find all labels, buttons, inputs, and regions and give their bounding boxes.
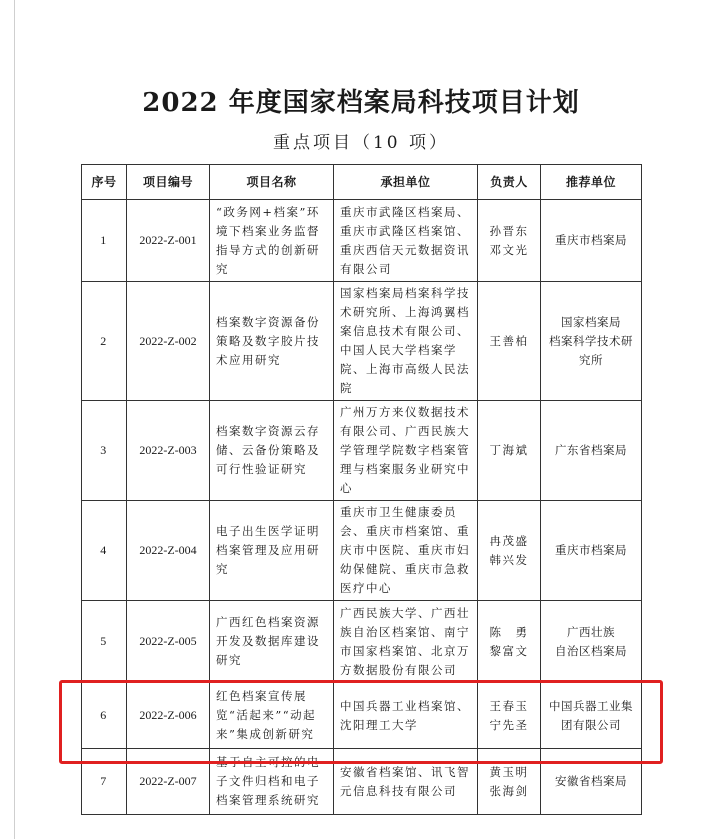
cell-no: 2 — [82, 282, 127, 401]
table-row — [82, 601, 642, 683]
cell-no: 3 — [82, 401, 127, 501]
table-row — [82, 749, 642, 815]
cell-units: 广州万方来仪数据技术有限公司、广西民族大学管理学院数字档案管理与档案服务业研究中心 — [334, 401, 478, 501]
header-leader: 负责人 — [478, 165, 541, 200]
cell-units: 安徽省档案馆、讯飞智元信息科技有限公司 — [334, 749, 478, 815]
scan-edge-line — [14, 0, 15, 839]
cell-leader: 黄玉明 张海剑 — [478, 749, 541, 815]
cell-units: 中国兵器工业档案馆、沈阳理工大学 — [334, 683, 478, 749]
cell-code: 2022-Z-003 — [127, 401, 210, 501]
cell-name: 基于自主可控的电子文件归档和电子档案管理系统研究 — [210, 749, 334, 815]
cell-no: 7 — [82, 749, 127, 815]
cell-recommender: 安徽省档案局 — [541, 749, 642, 815]
header-no: 序号 — [82, 165, 127, 200]
table-row — [82, 200, 642, 282]
cell-recommender: 重庆市档案局 — [541, 200, 642, 282]
cell-recommender: 重庆市档案局 — [541, 501, 642, 601]
table-row — [82, 501, 642, 601]
cell-code: 2022-Z-006 — [127, 683, 210, 749]
header-name: 项目名称 — [210, 165, 334, 200]
document-title: 2022 年度国家档案局科技项目计划 — [142, 88, 580, 118]
cell-code: 2022-Z-005 — [127, 601, 210, 683]
cell-no: 6 — [82, 683, 127, 749]
cell-leader: 陈 勇 黎富文 — [478, 601, 541, 683]
cell-code: 2022-Z-002 — [127, 282, 210, 401]
cell-name: 广西红色档案资源开发及数据库建设研究 — [210, 601, 334, 683]
cell-name: “政务网+档案”环境下档案业务监督指导方式的创新研究 — [210, 200, 334, 282]
cell-recommender: 广西壮族 自治区档案局 — [541, 601, 642, 683]
table-row — [82, 282, 642, 401]
header-code: 项目编号 — [127, 165, 210, 200]
cell-code: 2022-Z-004 — [127, 501, 210, 601]
table-row — [82, 683, 642, 749]
cell-leader: 丁海斌 — [478, 401, 541, 501]
cell-no: 4 — [82, 501, 127, 601]
cell-code: 2022-Z-007 — [127, 749, 210, 815]
cell-units: 重庆市武隆区档案局、重庆市武隆区档案馆、重庆西信天元数据资讯有限公司 — [334, 200, 478, 282]
cell-recommender: 中国兵器工业集团有限公司 — [541, 683, 642, 749]
header-units: 承担单位 — [334, 165, 478, 200]
cell-leader: 冉茂盛 韩兴发 — [478, 501, 541, 601]
header-recommender: 推荐单位 — [541, 165, 642, 200]
cell-name: 红色档案宣传展览“活起来”“动起来”集成创新研究 — [210, 683, 334, 749]
cell-units: 广西民族大学、广西壮族自治区档案馆、南宁市国家档案馆、北京万方数据股份有限公司 — [334, 601, 478, 683]
cell-leader: 王善柏 — [478, 282, 541, 401]
cell-leader: 王春玉 宁先圣 — [478, 683, 541, 749]
cell-recommender: 广东省档案局 — [541, 401, 642, 501]
project-table — [81, 164, 642, 815]
cell-units: 国家档案局档案科学技术研究所、上海鸿翼档案信息技术有限公司、中国人民大学档案学院、上海市高级人民法院 — [334, 282, 478, 401]
table-row — [82, 401, 642, 501]
cell-no: 5 — [82, 601, 127, 683]
cell-name: 档案数字资源云存储、云备份策略及可行性验证研究 — [210, 401, 334, 501]
cell-name: 档案数字资源备份策略及数字胶片技术应用研究 — [210, 282, 334, 401]
cell-leader: 孙晋东 邓文光 — [478, 200, 541, 282]
cell-code: 2022-Z-001 — [127, 200, 210, 282]
cell-recommender: 国家档案局 档案科学技术研 究所 — [541, 282, 642, 401]
cell-no: 1 — [82, 200, 127, 282]
cell-name: 电子出生医学证明档案管理及应用研究 — [210, 501, 334, 601]
cell-units: 重庆市卫生健康委员会、重庆市档案馆、重庆市中医院、重庆市妇幼保健院、重庆市急救医疗中心 — [334, 501, 478, 601]
document-subtitle: 重点项目（10 项） — [272, 133, 450, 153]
table-header-row — [82, 165, 642, 200]
